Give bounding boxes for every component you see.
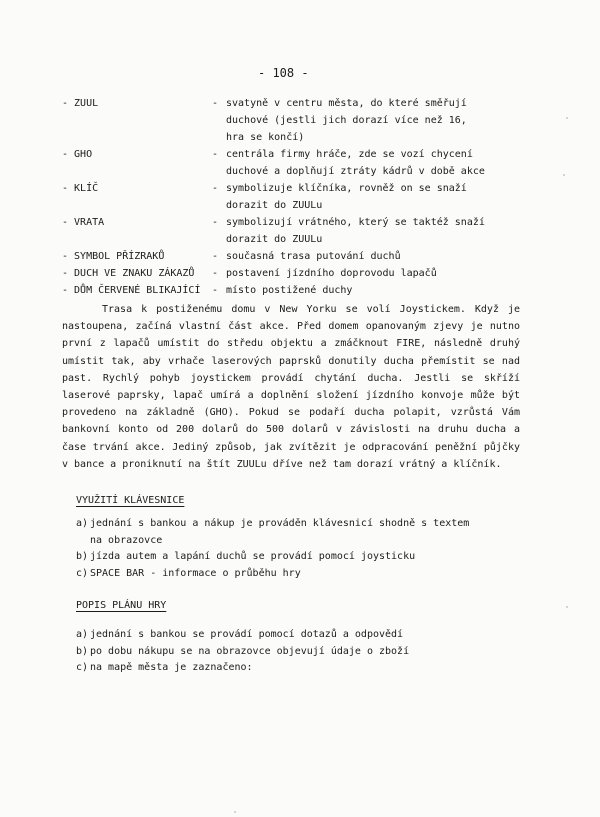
list-item xyxy=(76,644,526,661)
definition-term: - DŮM ČERVENÉ BLIKAJÍCÍ xyxy=(62,285,201,296)
list-text: po dobu nákupu se na obrazovce objevují údaje o zboží xyxy=(90,645,410,657)
definition-dash: - xyxy=(212,149,219,160)
definition-description: postavení jízdního doprovodu lapačů xyxy=(226,268,437,279)
definition-list xyxy=(62,95,532,299)
definition-item xyxy=(62,282,532,299)
definition-description: symbolizují vrátného, který se taktéž snaží dorazit do ZUULu xyxy=(226,217,485,245)
body-paragraph: Trasa k postiženému domu v New Yorku se volí Joystickem. Když je nastoupena, začíná vlastní část akce. Před domem opanovaným zjevy je nutno první z lapačů umístit do středu objektu a zmáčknout FIRE, následně druhý umístit tak, aby vrhače laserových paprsků donutily ducha přemístit se nad past. Rychlý pohyb joystickem provádí chytání ducha. Jestli se skříží laserové paprsky, lapač umírá a doplnění složení jízdního konvoje může být provedeno na základně (GHO). Pokud se podaří ducha polapit, vzrůstá Vám bankovní konto od 200 dolarů do 500 dolarů v závislosti na druhu ducha a čase trvání akce. Jediný způsob, jak zvítězit je odpracování peněžní půjčky v bance a proniknutí na štít ZUULu dříve než tam dorazí vrátný a klíčník. xyxy=(62,304,520,470)
definition-item xyxy=(62,214,532,248)
list-text: jednání s bankou se provádí pomocí dotazů a odpovědí xyxy=(90,629,404,640)
definition-term: - GHO xyxy=(62,149,93,160)
definition-item xyxy=(62,146,532,180)
definition-dash: - xyxy=(212,268,219,279)
list-marker: b) xyxy=(76,551,89,562)
page-number: - 108 - xyxy=(258,66,309,80)
list-marker: b) xyxy=(76,645,89,657)
scan-speck xyxy=(566,117,568,119)
list-marker: a) xyxy=(76,629,89,640)
definition-item xyxy=(62,265,532,282)
definition-item xyxy=(62,248,532,265)
definition-dash: - xyxy=(212,98,219,109)
definition-description: svatyně v centru města, do které směřují duchové (jestli jich dorazí více než 16, hra se končí) xyxy=(226,98,467,143)
list-item xyxy=(76,660,526,677)
definition-dash: - xyxy=(212,285,219,296)
definition-term: - DUCH VE ZNAKU ZÁKAZŮ xyxy=(62,268,195,279)
list-text: jednání s bankou a nákup je prováděn klávesnicí shodně s textem na obrazovce xyxy=(90,518,470,546)
list-text: SPACE BAR - informace o průběhu hry xyxy=(90,567,301,579)
plan-list xyxy=(76,627,526,677)
scan-speck xyxy=(234,811,236,813)
definition-description: symbolizuje klíčníka, rovněž on se snaží dorazit do ZUULu xyxy=(226,183,467,211)
list-item xyxy=(76,566,526,583)
definition-term: - SYMBOL PŘÍZRAKŮ xyxy=(62,251,165,262)
list-marker: a) xyxy=(76,518,89,529)
definition-term: - KLÍČ xyxy=(62,183,99,194)
definition-dash: - xyxy=(212,217,219,228)
definition-term: - VRATA xyxy=(62,217,105,228)
keyboard-list xyxy=(76,516,526,582)
list-text: jízda autem a lapání duchů se provádí pomocí joysticku xyxy=(90,551,416,562)
list-item xyxy=(76,627,526,644)
list-text: na mapě města je zaznačeno: xyxy=(90,662,253,673)
scan-speck xyxy=(563,174,565,176)
definition-description: současná trasa putování duchů xyxy=(226,251,401,262)
list-item xyxy=(76,516,526,549)
definition-dash: - xyxy=(212,183,219,194)
section-heading-plan: POPIS PLÁNU HRY xyxy=(76,600,167,611)
section-heading-keyboard: VYUŽITÍ KLÁVESNICE xyxy=(76,495,185,506)
definition-term: - ZUUL xyxy=(62,98,99,109)
list-marker: c) xyxy=(76,567,89,579)
list-marker: c) xyxy=(76,662,89,673)
definition-item xyxy=(62,180,532,214)
definition-item xyxy=(62,95,532,146)
scan-speck xyxy=(566,606,568,608)
list-item xyxy=(76,549,526,566)
definition-description: centrála firmy hráče, zde se vozí chycení duchové a doplňují ztráty kádrů v době akce xyxy=(226,149,485,177)
definition-description: místo postižené duchy xyxy=(226,285,353,296)
definition-dash: - xyxy=(212,251,219,262)
